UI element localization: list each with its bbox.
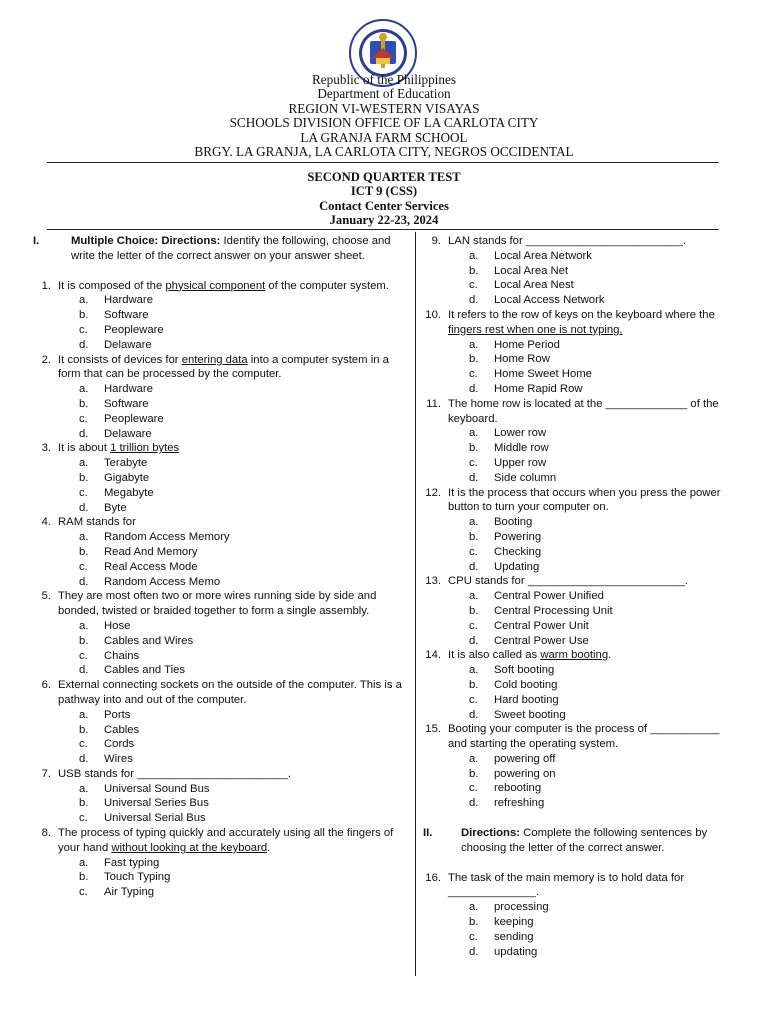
option-letter: d.	[79, 427, 89, 440]
option-letter: d.	[469, 945, 479, 958]
option-letter: c.	[79, 486, 88, 499]
answer-option	[33, 782, 403, 797]
test-title-block	[0, 170, 768, 228]
option-letter: d.	[469, 382, 479, 395]
question-item	[33, 589, 403, 678]
option-letter: c.	[469, 545, 478, 558]
option-letter: a.	[79, 856, 89, 869]
option-letter: a.	[79, 457, 89, 470]
question-stem	[423, 234, 721, 249]
option-letter: a.	[79, 383, 89, 396]
header-region: REGION VI-WESTERN VISAYAS	[288, 101, 480, 116]
option-text: Hard booting	[494, 693, 559, 706]
question-stem	[423, 574, 721, 589]
option-letter: c.	[79, 812, 88, 825]
option-letter: b.	[79, 309, 89, 322]
answer-option	[423, 264, 721, 279]
option-text: keeping	[494, 916, 534, 929]
question-item	[423, 234, 721, 308]
answer-option	[33, 723, 403, 738]
question-text: Booting your computer is the process of ___________ and starting the operating system.	[448, 723, 720, 751]
question-item	[423, 574, 721, 648]
answer-option	[423, 589, 721, 604]
option-letter: c.	[469, 456, 478, 469]
answer-option	[33, 397, 403, 412]
question-item	[33, 279, 403, 353]
option-letter: a.	[469, 590, 479, 603]
answer-option	[33, 870, 403, 885]
question-underlined-text: entering data	[181, 353, 248, 366]
option-letter: d.	[469, 634, 479, 647]
question-number: 7.	[41, 767, 51, 780]
answer-option	[33, 560, 403, 575]
option-text: processing	[494, 901, 549, 914]
answer-option	[33, 323, 403, 338]
option-text: Local Area Net	[494, 264, 569, 277]
option-letter: d.	[79, 501, 89, 514]
answer-option	[33, 856, 403, 871]
option-text: Soft booting	[494, 664, 555, 677]
question-stem	[33, 678, 403, 708]
option-text: Air Typing	[104, 886, 155, 899]
question-item	[423, 397, 721, 486]
question-number: 9.	[431, 235, 441, 247]
answer-option	[423, 930, 721, 945]
question-text: It is about	[58, 442, 111, 455]
option-text: Delaware	[104, 427, 152, 440]
answer-option	[423, 367, 721, 382]
question-text: It refers to the row of keys on the keyboard where the	[448, 308, 715, 321]
option-text: Upper row	[494, 456, 547, 469]
option-text: Central Power Unit	[494, 619, 589, 632]
option-letter: b.	[79, 397, 89, 410]
answer-option	[423, 767, 721, 782]
option-text: updating	[494, 945, 538, 958]
option-letter: b.	[469, 767, 479, 780]
answer-option	[423, 249, 721, 264]
question-item	[423, 871, 721, 960]
option-text: Fast typing	[104, 856, 160, 869]
option-letter: d.	[79, 575, 89, 588]
section-directions	[423, 826, 721, 856]
answer-option	[33, 545, 403, 560]
question-number: 4.	[41, 516, 51, 529]
option-letter: c.	[469, 279, 478, 292]
option-letter: a.	[469, 664, 479, 677]
question-text: The home row is located at the _____________ of the keyboard.	[448, 397, 719, 425]
answer-option	[423, 693, 721, 708]
option-text: Lower row	[494, 427, 547, 440]
option-text: Cold booting	[494, 678, 558, 691]
option-letter: b.	[469, 604, 479, 617]
option-letter: b.	[79, 634, 89, 647]
question-text-end: into a computer system in a form that can be processed by the computer.	[58, 353, 389, 381]
answer-option	[423, 663, 721, 678]
option-text: Hose	[104, 619, 131, 632]
question-number: 12.	[425, 486, 441, 499]
option-letter: c.	[469, 693, 478, 706]
option-text: Touch Typing	[104, 871, 171, 884]
answer-option	[423, 781, 721, 796]
option-text: Cords	[104, 738, 135, 751]
answer-option	[423, 560, 721, 575]
section-text: Complete the following sentences by choosing the letter of the correct answer.	[461, 827, 708, 854]
answer-option	[423, 278, 721, 293]
question-item	[423, 486, 721, 575]
question-text: It is composed of the	[58, 279, 166, 292]
answer-option	[33, 471, 403, 486]
question-stem	[423, 486, 721, 516]
question-stem	[33, 826, 403, 856]
question-text: USB stands for ________________________.	[58, 767, 292, 780]
option-text: Delaware	[104, 338, 152, 351]
answer-option	[33, 796, 403, 811]
section-directions	[33, 234, 403, 264]
answer-option	[423, 338, 721, 353]
answer-option	[33, 338, 403, 353]
answer-option	[423, 426, 721, 441]
question-stem	[423, 871, 721, 901]
answer-option	[423, 796, 721, 811]
header-address: BRGY. LA GRANJA, LA CARLOTA CITY, NEGROS OCCIDENTAL	[194, 144, 574, 159]
question-underlined-text: fingers rest when one is not typing.	[448, 323, 623, 336]
option-text: Gigabyte	[104, 471, 150, 484]
answer-option	[423, 530, 721, 545]
option-letter: b.	[79, 545, 89, 558]
question-number: 13.	[425, 575, 441, 588]
section-lead: Directions:	[461, 827, 521, 840]
option-text: Booting	[494, 516, 533, 529]
option-letter: b.	[469, 353, 479, 366]
answer-option	[423, 752, 721, 767]
question-number: 14.	[425, 649, 441, 662]
question-item	[33, 767, 403, 826]
answer-option	[423, 900, 721, 915]
option-text: refreshing	[494, 797, 545, 810]
option-letter: b.	[469, 264, 479, 277]
option-text: Local Area Network	[494, 249, 592, 262]
option-text: Central Power Unified	[494, 590, 604, 603]
option-letter: c.	[469, 368, 478, 381]
option-letter: b.	[79, 871, 89, 884]
question-stem	[33, 767, 403, 782]
answer-option	[423, 515, 721, 530]
option-letter: a.	[469, 338, 479, 351]
option-text: Powering	[494, 530, 542, 543]
option-letter: b.	[469, 916, 479, 929]
question-text: External connecting sockets on the outside of the computer. This is a pathway into and out of the computer.	[58, 679, 402, 706]
question-item	[33, 678, 403, 767]
option-text: rebooting	[494, 782, 542, 795]
question-text-end: .	[608, 649, 612, 662]
option-text: Side column	[494, 471, 557, 484]
answer-option	[423, 619, 721, 634]
answer-option	[423, 471, 721, 486]
option-letter: c.	[469, 619, 478, 632]
option-text: Home Rapid Row	[494, 382, 583, 395]
option-text: Universal Serial Bus	[104, 812, 206, 825]
question-underlined-text: physical component	[165, 279, 266, 292]
option-letter: c.	[79, 649, 88, 662]
question-text-end: of the computer system.	[265, 279, 389, 292]
option-text: Cables and Ties	[104, 664, 186, 677]
answer-option	[33, 885, 403, 900]
answer-option	[33, 634, 403, 649]
section-number: II.	[423, 827, 433, 840]
question-number: 8.	[41, 827, 51, 840]
answer-option	[33, 486, 403, 501]
option-letter: a.	[79, 294, 89, 307]
question-text: It consists of devices for	[58, 353, 182, 366]
option-text: Home Period	[494, 338, 560, 351]
option-letter: c.	[79, 738, 88, 751]
option-text: Local Access Network	[494, 294, 605, 307]
option-text: Checking	[494, 545, 542, 558]
question-number: 10.	[425, 308, 441, 321]
question-stem	[33, 515, 403, 530]
header-department: Department of Education	[317, 86, 451, 101]
answer-option	[423, 545, 721, 560]
answer-option	[33, 811, 403, 826]
option-text: Ports	[104, 708, 131, 721]
option-text: powering off	[494, 752, 556, 765]
title-divider	[47, 229, 719, 230]
answer-option	[33, 308, 403, 323]
option-letter: a.	[469, 752, 479, 765]
option-text: Peopleware	[104, 323, 164, 336]
question-underlined-text: 1 trillion bytes	[110, 442, 180, 455]
question-text: LAN stands for _________________________.	[448, 235, 687, 247]
question-stem	[33, 353, 403, 383]
option-letter: d.	[79, 338, 89, 351]
answer-option	[33, 737, 403, 752]
option-letter: d.	[469, 294, 479, 307]
question-stem	[33, 589, 403, 619]
test-date: January 22-23, 2024	[329, 213, 439, 228]
option-letter: a.	[469, 901, 479, 914]
option-letter: b.	[469, 678, 479, 691]
left-column	[33, 234, 403, 900]
answer-option	[33, 293, 403, 308]
option-letter: c.	[79, 560, 88, 573]
option-letter: b.	[79, 723, 89, 736]
answer-option	[33, 619, 403, 634]
answer-option	[423, 382, 721, 397]
test-subject: ICT 9 (CSS)	[350, 184, 418, 199]
option-text: Hardware	[104, 294, 153, 307]
option-text: Local Area Nest	[494, 279, 574, 292]
option-text: Sweet booting	[494, 708, 566, 721]
option-text: Read And Memory	[104, 545, 198, 558]
answer-option	[33, 530, 403, 545]
option-text: Hardware	[104, 383, 153, 396]
option-text: Software	[104, 309, 149, 322]
header-school: LA GRANJA FARM SCHOOL	[300, 130, 468, 145]
question-item	[33, 441, 403, 515]
answer-option	[423, 441, 721, 456]
option-letter: a.	[79, 619, 89, 632]
option-text: Universal Sound Bus	[104, 782, 210, 795]
right-column	[423, 234, 721, 959]
option-letter: b.	[79, 797, 89, 810]
answer-option	[33, 427, 403, 442]
option-letter: d.	[79, 664, 89, 677]
question-number: 15.	[425, 723, 441, 736]
option-letter: c.	[469, 930, 478, 943]
question-item	[33, 515, 403, 589]
option-text: Random Access Memo	[104, 575, 221, 588]
option-text: Megabyte	[104, 486, 154, 499]
option-text: Byte	[104, 501, 127, 514]
question-number: 6.	[41, 679, 51, 692]
question-number: 2.	[41, 353, 51, 366]
option-text: powering on	[494, 767, 556, 780]
test-topic: Contact Center Services	[319, 198, 449, 213]
option-letter: a.	[469, 516, 479, 529]
option-letter: d.	[469, 708, 479, 721]
question-number: 3.	[41, 442, 51, 455]
question-number: 16.	[425, 871, 441, 884]
answer-option	[33, 382, 403, 397]
answer-option	[33, 663, 403, 678]
question-underlined-text: warm booting	[540, 649, 609, 662]
column-divider	[415, 232, 416, 976]
option-text: Home Row	[494, 353, 550, 366]
answer-option	[423, 634, 721, 649]
answer-option	[33, 412, 403, 427]
question-item	[423, 308, 721, 397]
answer-option	[33, 649, 403, 664]
option-letter: d.	[469, 797, 479, 810]
option-text: Cables and Wires	[104, 634, 194, 647]
question-text: It is the process that occurs when you press the power button to turn your computer on.	[448, 486, 721, 514]
question-underlined-text: without looking at the keyboard	[111, 841, 268, 854]
option-text: Updating	[494, 560, 540, 573]
question-stem	[423, 722, 721, 752]
option-letter: a.	[469, 249, 479, 262]
option-text: Terabyte	[104, 457, 148, 470]
question-item	[423, 648, 721, 722]
option-letter: b.	[469, 530, 479, 543]
question-text: The task of the main memory is to hold data for ______________.	[448, 871, 685, 899]
option-text: Home Sweet Home	[494, 368, 592, 381]
section-text: Identify the following, choose and write the letter of the correct answer on your answer sheet.	[71, 235, 391, 262]
answer-option	[423, 708, 721, 723]
answer-option	[423, 678, 721, 693]
option-text: Middle row	[494, 442, 549, 455]
question-number: 11.	[426, 397, 441, 410]
option-letter: c.	[469, 782, 478, 795]
question-text: CPU stands for _________________________.	[448, 575, 688, 588]
option-letter: a.	[79, 708, 89, 721]
option-text: Cables	[104, 723, 140, 736]
option-text: Wires	[104, 753, 133, 766]
question-text: The process of typing quickly and accurately using all the fingers of your hand	[58, 827, 394, 854]
option-text: Central Processing Unit	[494, 604, 613, 617]
question-stem	[423, 648, 721, 663]
answer-option	[423, 915, 721, 930]
option-letter: d.	[469, 560, 479, 573]
answer-option	[33, 752, 403, 767]
section-lead: Multiple Choice: Directions:	[71, 235, 221, 247]
option-letter: c.	[79, 412, 88, 425]
header-division: SCHOOLS DIVISION OFFICE OF LA CARLOTA CITY	[229, 115, 539, 130]
test-title: SECOND QUARTER TEST	[307, 170, 461, 184]
question-stem	[33, 441, 403, 456]
answer-option	[423, 352, 721, 367]
answer-option	[423, 456, 721, 471]
option-text: Universal Series Bus	[104, 797, 209, 810]
answer-option	[423, 604, 721, 619]
answer-option	[33, 456, 403, 471]
option-text: Central Power Use	[494, 634, 589, 647]
option-letter: b.	[79, 471, 89, 484]
option-letter: a.	[79, 782, 89, 795]
option-letter: a.	[79, 531, 89, 544]
header-republic: Republic of the Philippines	[312, 72, 456, 87]
option-text: Peopleware	[104, 412, 164, 425]
question-text: RAM stands for	[58, 516, 136, 529]
option-text: sending	[494, 930, 534, 943]
answer-option	[33, 501, 403, 516]
answer-option	[423, 293, 721, 308]
question-number: 1.	[41, 279, 51, 292]
question-stem	[423, 397, 721, 427]
answer-option	[33, 708, 403, 723]
question-item	[423, 722, 721, 811]
option-text: Software	[104, 397, 149, 410]
option-letter: d.	[79, 753, 89, 766]
section-number: I.	[33, 235, 40, 247]
option-letter: d.	[469, 471, 479, 484]
option-text: Real Access Mode	[104, 560, 198, 573]
option-text: Random Access Memory	[104, 531, 230, 544]
question-item	[33, 353, 403, 442]
question-number: 5.	[41, 590, 51, 603]
question-text: They are most often two or more wires running side by side and bonded, twisted or braided together to form a single assembly.	[58, 590, 377, 618]
option-text: Chains	[104, 649, 140, 662]
question-text: It is also called as	[448, 649, 541, 662]
answer-option	[423, 945, 721, 960]
header-divider	[47, 162, 719, 163]
question-text-end: .	[267, 841, 271, 854]
answer-option	[33, 575, 403, 590]
option-letter: c.	[79, 886, 88, 899]
question-item	[33, 826, 403, 900]
question-stem	[423, 308, 721, 338]
option-letter: a.	[469, 427, 479, 440]
question-stem	[33, 279, 403, 294]
option-letter: c.	[79, 323, 88, 336]
option-letter: b.	[469, 442, 479, 455]
